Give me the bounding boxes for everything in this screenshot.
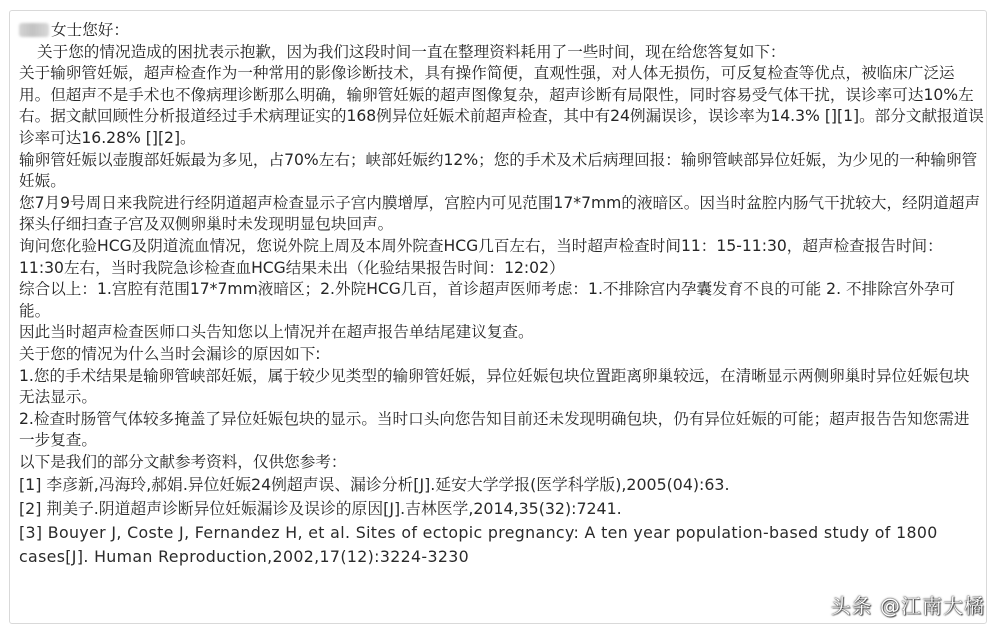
greeting: 女士您好：: [51, 21, 129, 39]
paragraph-3: 您7月9号周日来我院进行经阴道超声检查显示子宫内膜增厚，宫腔内可见范围17*7mm的液暗区。因当时盆腔内肠气干扰较大，经阴道超声探头仔细扫查子宫及双侧卵巢时未发现明显包块回声。: [19, 193, 981, 234]
paragraph-9: 2.检查时肠管气体较多掩盖了异位妊娠包块的显示。当时口头向您告知目前还未发现明确包块，仍有异位妊娠的可能；超声报告告知您需进一步复查。: [19, 409, 970, 450]
paragraph-5: 综合以上：1.宫腔有范围17*7mm液暗区；2.外院HCG几百，首诊超声医师考虑：1.不排除宫内孕囊发育不良的可能 2. 不排除宫外孕可能。: [19, 280, 956, 320]
paragraph-1: 关于输卵管妊娠，超声检查作为一种常用的影像诊断技术，具有操作简便，直观性强，对人体无损伤，可反复检查等优点，被临床广泛运用。但超声不是手术也不像病理诊断那么明确，输卵管妊娠的超声图像复杂，超声诊断有局限性，同时容易受气体干扰，误诊率可达10%左右。据文献回顾性分析报道经过手术病理证实的168例异位妊娠术前超声检查，其中有24例漏误诊，误诊率为14.3% [][1]。部分文献报道误诊率可达16.28% [][2]。: [19, 64, 984, 147]
paragraph-2: 输卵管妊娠以壶腹部妊娠最为多见，占70%左右；峡部妊娠约12%；您的手术及术后病理回报：输卵管峡部异位妊娠，为少见的一种输卵管妊娠。: [19, 150, 978, 191]
reference-list: [19, 473, 985, 569]
greeting-line: [19, 20, 985, 42]
intro-paragraph: 关于您的情况造成的困扰表示抱歉，因为我们这段时间一直在整理资料耗用了一些时间，现在给您答复如下：: [37, 42, 786, 61]
paragraph-7: 关于您的情况为什么当时会漏诊的原因如下:: [19, 344, 321, 363]
reference-3: [3] Bouyer J, Coste J, Fernandez H, et al. Sites of ectopic pregnancy: A ten year population-based study of 1800 cases[J]. Human Reproduction,2002,17(12):3224-3230: [19, 523, 938, 567]
watermark: 头条 @江南大橘: [830, 594, 985, 618]
reference-1: [1] 李彦新,冯海玲,郝娟.异位妊娠24例超声误、漏诊分析[J].延安大学学报(医学科学版),2005(04):63.: [19, 475, 730, 495]
letter-body: [19, 20, 985, 569]
redacted-name: [19, 23, 49, 37]
paragraph-10: 以下是我们的部分文献参考资料，仅供您参考：: [19, 452, 347, 471]
paragraph-8: 1.您的手术结果是输卵管峡部妊娠，属于较少见类型的输卵管妊娠，异位妊娠包块位置距离卵巢较远，在清晰显示两侧卵巢时异位妊娠包块无法显示。: [19, 366, 970, 407]
reference-2: [2] 荆美子.阴道超声诊断异位妊娠漏诊及误诊的原因[J].吉林医学,2014,35(32):7241.: [19, 499, 622, 519]
paragraph-4: 询问您化验HCG及阴道流血情况，您说外院上周及本周外院查HCG几百左右，当时超声检查时间11：15-11:30，超声检查报告时间：11:30左右，当时我院急诊检查血HCG结果未出（化验结果报告时间：12:02）: [19, 236, 943, 277]
paragraph-6: 因此当时超声检查医师口头告知您以上情况并在超声报告单结尾建议复查。: [19, 323, 534, 342]
